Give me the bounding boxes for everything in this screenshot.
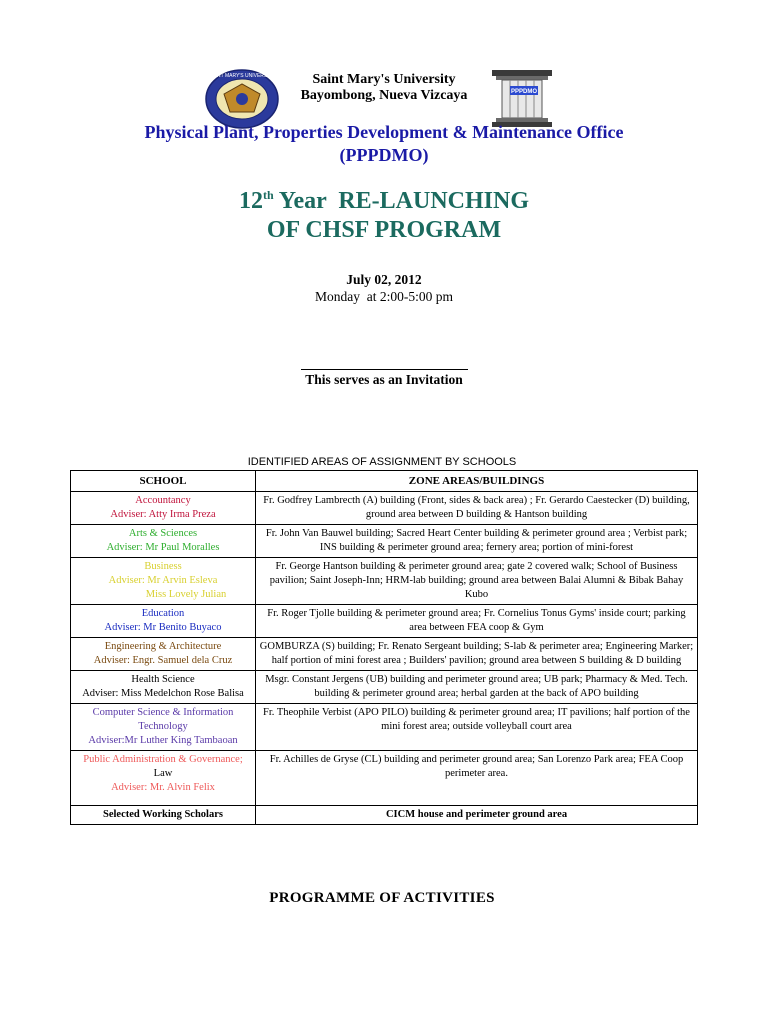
table-row [71, 638, 698, 671]
school-adviser: Adviser: Mr Benito Buyaco [104, 622, 222, 633]
table-row [71, 558, 698, 605]
signature-line [301, 369, 468, 370]
programme-title: PROGRAMME OF ACTIVITIES [269, 890, 495, 906]
event-date: July 02, 2012 [346, 272, 422, 287]
table-row [71, 806, 698, 825]
table-caption: IDENTIFIED AREAS OF ASSIGNMENT BY SCHOOLS [247, 456, 517, 468]
table-row [71, 704, 698, 751]
header-school: SCHOOL [71, 471, 256, 492]
zone-cell: Msgr. Constant Jergens (UB) building and perimeter ground area; UB park; Pharmacy & Med. Tech. building & perimeter ground area; herbal garden at the back of APO building [256, 671, 698, 704]
school-adviser: Adviser: Miss Medelchon Rose Balisa [82, 688, 244, 699]
zone-cell: Fr. George Hantson building & perimeter ground area; gate 2 covered walk; School of Business pavilion; Saint Joseph-Inn; HRM-lab building; ground area between Balai Alumni & Bibak Bahay Kubo [256, 558, 698, 605]
office-name: Physical Plant, Properties Development & Maintenance Office [144, 122, 624, 142]
zone-cell: Fr. Achilles de Gryse (CL) building and perimeter ground area; San Lorenzo Park area; FEA Coop perimeter area. [256, 751, 698, 806]
school-cell [71, 605, 256, 638]
zone-cell: Fr. Theophile Verbist (APO PILO) building & perimeter ground area; IT pavilions; half portion of the mini forest area; outside volleyball court area [256, 704, 698, 751]
assignment-table [70, 470, 698, 825]
school-name: Arts & Sciences [128, 528, 198, 539]
zone-cell: Fr. Roger Tjolle building & perimeter ground area; Fr. Cornelius Tonus Gyms' inside court; parking area between FEA coop & Gym [256, 605, 698, 638]
headline-number: 12 [239, 188, 263, 214]
school-cell [71, 751, 256, 806]
event-time: Monday at 2:00-5:00 pm [315, 289, 453, 304]
header-zone: ZONE AREAS/BUILDINGS [256, 471, 698, 492]
school-adviser: Adviser: Mr. Alvin Felix [111, 782, 215, 793]
university-location: Bayombong, Nueva Vizcaya [300, 88, 468, 103]
table-row [71, 605, 698, 638]
office-acronym: (PPPDMO) [339, 145, 429, 165]
school-name: Accountancy [135, 495, 191, 506]
school-adviser: Adviser: Mr Arvin Esleva [108, 575, 218, 586]
school-name: Computer Science & Information Technology [92, 707, 234, 732]
school-cell [71, 638, 256, 671]
zone-cell: CICM house and perimeter ground area [256, 806, 698, 825]
school-cell [71, 558, 256, 605]
zone-cell: GOMBURZA (S) building; Fr. Renato Sergeant building; S-lab & perimeter area; Engineering Marker; half portion of mini forest area ; Builders' pavilion; ground area between S building & D building [256, 638, 698, 671]
headline-line-1 [0, 188, 768, 215]
school-cell [71, 671, 256, 704]
zone-cell: Fr. John Van Bauwel building; Sacred Heart Center building & perimeter ground area ; Verbist park; INS building & perimeter ground area; fernery area; portion of mini-forest [256, 525, 698, 558]
table-row [71, 525, 698, 558]
school-name: Business [144, 561, 182, 572]
pillar-text: PPPDMO [510, 89, 538, 95]
school-cell [71, 525, 256, 558]
school-cell [71, 492, 256, 525]
table-row [71, 492, 698, 525]
invitation-note: This serves as an Invitation [305, 372, 463, 387]
headline-line-2: OF CHSF PROGRAM [266, 217, 502, 243]
school-name: Engineering & Architecture [104, 641, 222, 652]
table-row [71, 751, 698, 806]
school-name: Education [141, 608, 185, 619]
school-adviser: Adviser: Engr. Samuel dela Cruz [93, 655, 233, 666]
headline-rest: Year RE-LAUNCHING [273, 188, 529, 214]
university-name: Saint Mary's University [312, 72, 456, 87]
table-row [71, 671, 698, 704]
school-name: Public Administration & Governance; [83, 754, 243, 765]
school-cell: Selected Working Scholars [71, 806, 256, 825]
school-name: Health Science [131, 674, 195, 685]
school-co-adviser: Miss Lovely Julian [145, 589, 227, 600]
school-cell [71, 704, 256, 751]
headline-suffix: th [263, 188, 274, 202]
zone-cell: Fr. Godfrey Lambrecth (A) building (Front, sides & back area) ; Fr. Gerardo Caestecker (D) building, ground area between D building & Hantson building [256, 492, 698, 525]
table-header-row [71, 471, 698, 492]
school-adviser: Adviser: Atty Irma Preza [110, 509, 216, 520]
school-adviser: Adviser:Mr Luther King Tambaoan [88, 735, 238, 746]
school-adviser: Adviser: Mr Paul Moralles [106, 542, 220, 553]
school-sub: Law [153, 768, 173, 779]
seal-text: SAINT MARY'S UNIVERSITY [208, 73, 276, 79]
